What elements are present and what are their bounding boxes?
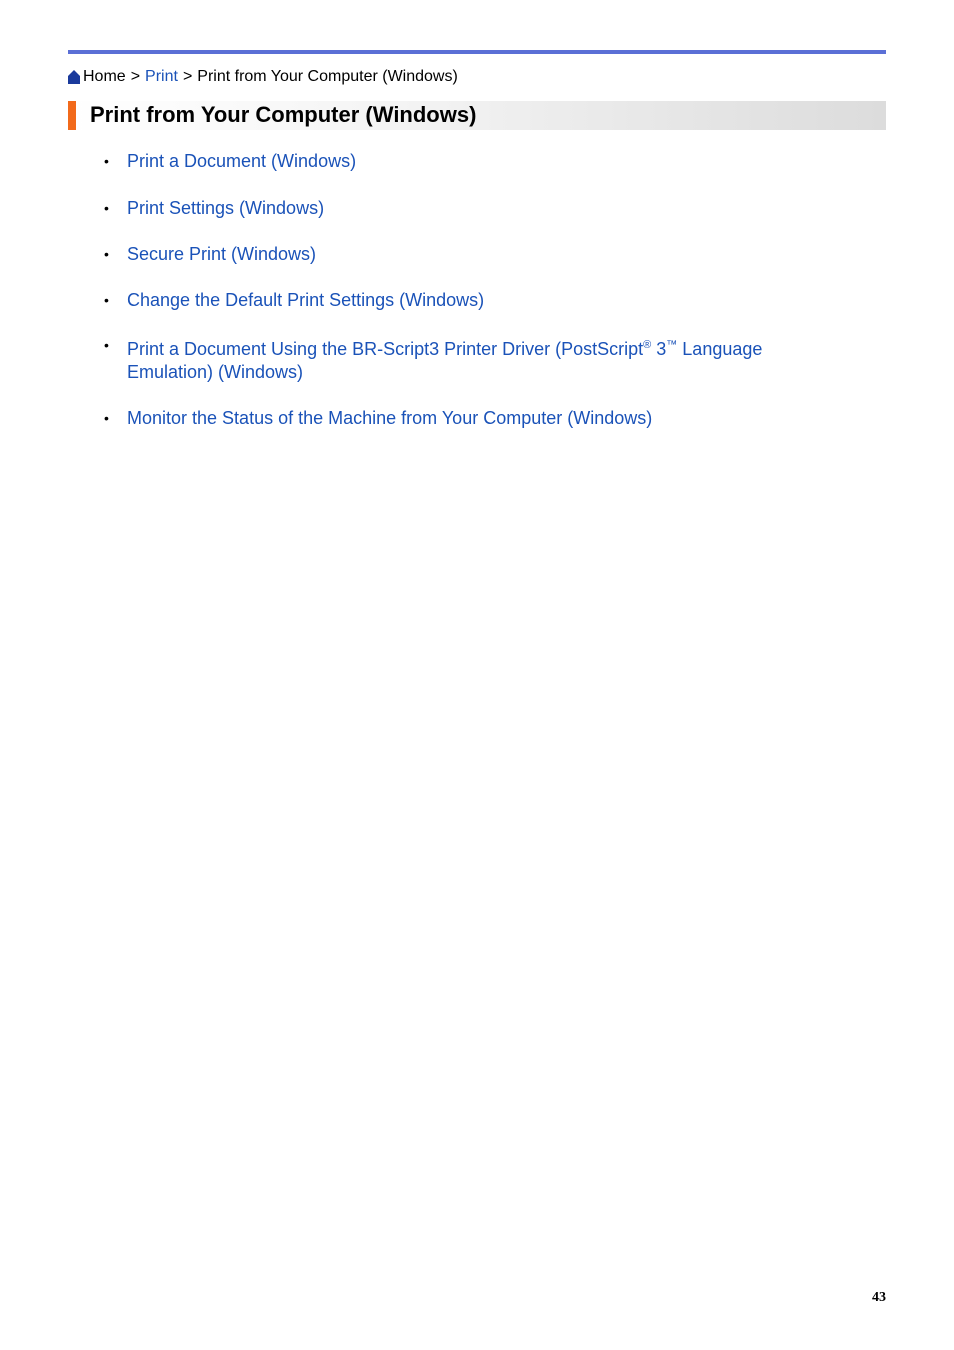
bullet: • [104,246,109,262]
title-accent [68,101,76,130]
list-item [104,243,834,266]
link-print-document[interactable]: Print a Document (Windows) [127,151,357,171]
bullet: • [104,292,109,308]
link-change-default-print-settings[interactable]: Change the Default Print Settings (Windows) [127,290,485,310]
link-print-settings[interactable]: Print Settings (Windows) [127,198,325,218]
page-number: 43 [872,1290,886,1305]
list-item [104,289,834,312]
breadcrumb-separator: > [130,68,141,85]
top-rule [68,50,886,54]
breadcrumb-home-link[interactable]: Home [83,68,126,85]
link-text: Print a Document Using the BR-Script3 Printer Driver (PostScript [127,339,644,359]
link-br-script3-print-document[interactable] [127,339,762,382]
breadcrumb-print-link[interactable]: Print [145,68,178,85]
bullet: • [104,153,109,169]
link-text: Language Emulation) (Windows) [127,339,763,382]
title-bar [68,101,886,130]
link-secure-print[interactable]: Secure Print (Windows) [127,244,317,264]
link-text: 3 [651,339,667,359]
trademark-mark: ™ [666,339,678,351]
page-title: Print from Your Computer (Windows) [90,102,477,127]
home-icon[interactable] [68,70,80,84]
bullet: • [104,410,109,426]
breadcrumb-separator: > [182,68,193,85]
list-item [104,407,834,430]
registered-mark: ® [643,339,652,351]
bullet: • [104,200,109,216]
list-item [104,338,834,384]
list-item [104,150,834,173]
link-list [104,150,834,430]
bullet: • [104,337,109,353]
breadcrumb-current: Print from Your Computer (Windows) [197,68,458,85]
breadcrumb [68,67,458,87]
link-monitor-machine-status[interactable]: Monitor the Status of the Machine from Your Computer (Windows) [127,408,653,428]
list-item [104,197,834,220]
